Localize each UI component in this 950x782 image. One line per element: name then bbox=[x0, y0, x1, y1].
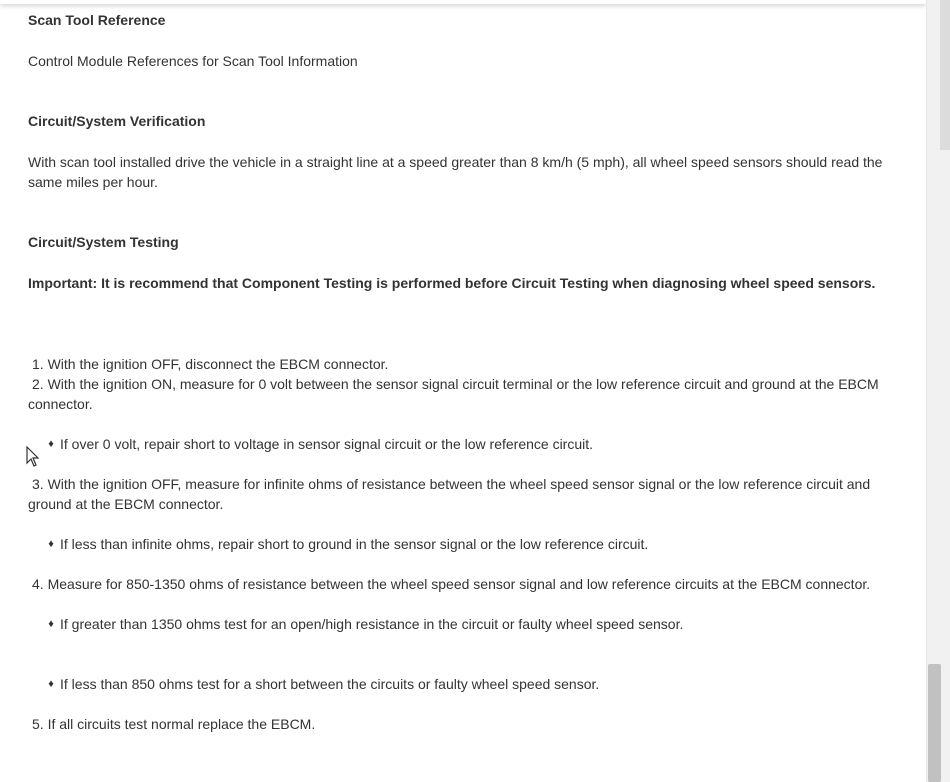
testing-heading: Circuit/System Testing bbox=[28, 234, 179, 250]
step-1 bbox=[32, 354, 388, 374]
step-text: If all circuits test normal replace the EBCM. bbox=[47, 716, 316, 732]
step-number: 5. bbox=[32, 716, 44, 732]
verification-heading: Circuit/System Verification bbox=[28, 113, 206, 129]
verification-text: With scan tool installed drive the vehicle in a straight line at a speed greater than 8 km/h (5 mph), all wheel speed sensors should read the same miles per hour. bbox=[28, 154, 883, 190]
step-text: With the ignition OFF, disconnect the EBCM connector. bbox=[47, 356, 389, 372]
outer-scrollbar-thumb[interactable] bbox=[940, 0, 950, 150]
important-note: Important: It is recommend that Component Testing is performed before Circuit Testing when diagnosing wheel speed sensors. bbox=[28, 275, 876, 291]
step-text: With the ignition ON, measure for 0 volt between the sensor signal circuit terminal or the low reference circuit and ground at the EBCM connector. bbox=[28, 376, 879, 412]
step-text: Measure for 850-1350 ohms of resistance between the wheel speed sensor signal and low reference circuits at the EBCM connector. bbox=[47, 576, 871, 592]
top-toolbar-shadow bbox=[0, 0, 926, 4]
scrollbar-thumb[interactable] bbox=[928, 664, 941, 782]
bullet-icon: ♦ bbox=[48, 678, 54, 690]
step-4-bullet-1: If greater than 1350 ohms test for an open/high resistance in the circuit or faulty wheel speed sensor. bbox=[60, 616, 684, 632]
step-number: 4. bbox=[32, 576, 44, 592]
step-3-bullet: If less than infinite ohms, repair short to ground in the sensor signal or the low reference circuit. bbox=[60, 536, 649, 552]
bullet-icon: ♦ bbox=[48, 618, 54, 630]
scan-tool-text: Control Module References for Scan Tool Information bbox=[28, 53, 358, 69]
step-number: 3. bbox=[32, 476, 44, 492]
mouse-pointer-icon bbox=[26, 446, 40, 468]
step-number: 2. bbox=[32, 376, 44, 392]
step-2 bbox=[28, 374, 900, 414]
bullet-icon: ♦ bbox=[48, 438, 54, 450]
step-5 bbox=[32, 714, 315, 734]
step-2-bullet: If over 0 volt, repair short to voltage in sensor signal circuit or the low reference circuit. bbox=[60, 436, 594, 452]
step-4 bbox=[32, 574, 870, 594]
step-3 bbox=[28, 474, 900, 514]
step-number: 1. bbox=[32, 356, 44, 372]
bullet-icon: ♦ bbox=[48, 538, 54, 550]
step-text: With the ignition OFF, measure for infinite ohms of resistance between the wheel speed sensor signal or the low reference circuit and ground at the EBCM connector. bbox=[28, 476, 871, 512]
step-4-bullet-2: If less than 850 ohms test for a short between the circuits or faulty wheel speed sensor. bbox=[60, 676, 600, 692]
scan-tool-heading: Scan Tool Reference bbox=[28, 12, 166, 28]
